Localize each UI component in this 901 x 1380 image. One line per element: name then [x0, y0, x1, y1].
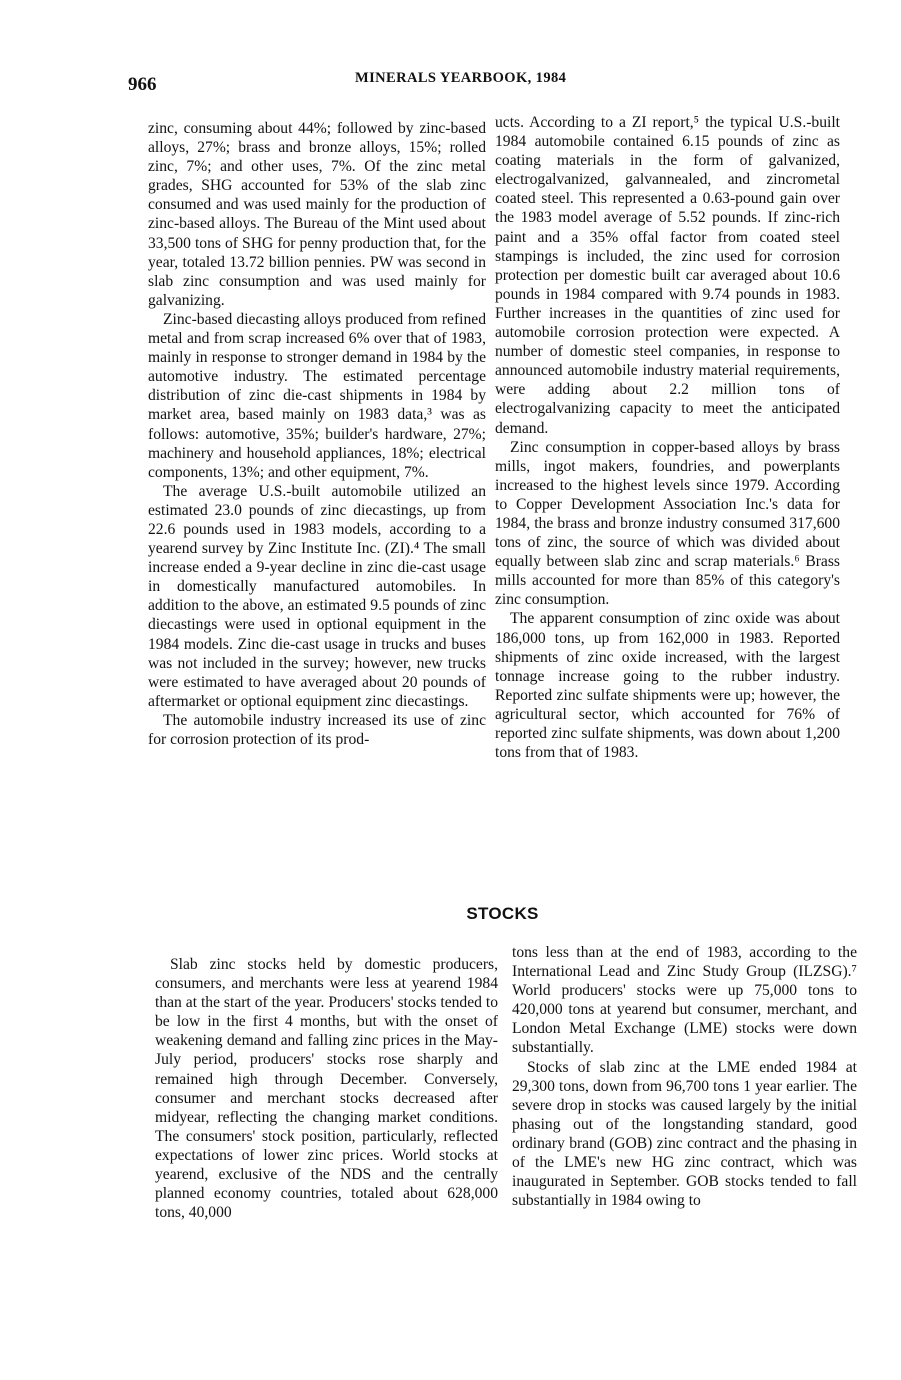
bottom-left-column	[155, 955, 498, 1222]
paragraph: Stocks of slab zinc at the LME ended 1984 at 29,300 tons, down from 96,700 tons 1 year earlier. The severe drop in stocks was caused largely by the initial phasing out of the longstanding standard, good ordinary brand (GOB) zinc contract and the phasing in of the LME's new HG zinc contract, which was inaugurated in September. GOB stocks tended to fall substantially in 1984 owing to	[512, 1058, 857, 1210]
paragraph: The apparent consumption of zinc oxide was about 186,000 tons, up from 162,000 in 1983. Reported shipments of zinc oxide increased, with the largest tonnage increase going to the rubber industry. Reported zinc sulfate shipments were up; however, the agricultural sector, which accounted for 76% of reported zinc sulfate shipments, was down about 1,200 tons from that of 1983.	[495, 610, 840, 762]
page-number: 966	[128, 74, 157, 95]
paragraph: ucts. According to a ZI report,⁵ the typical U.S.-built 1984 automobile contained 6.15 pounds of zinc as coating materials in the form of galvanized, electrogalvanized, galvannealed, and zincrometal coated steel. This represented a 0.63-pound gain over the 1983 model average of 5.52 pounds. If zinc-rich paint and a 35% offal factor from coated steel stampings is included, the zinc used for corrosion protection per domestic built car averaged about 10.6 pounds in 1984 compared with 9.74 pounds in 1983. Further increases in the quantities of zinc used for automobile corrosion protection were expected. A number of domestic steel companies, in response to announced automobile industry material requirements, were adding about 2.2 million tons of electrogalvanizing capacity to meet the anticipated demand.	[495, 114, 840, 437]
paragraph: Zinc consumption in copper-based alloys by brass mills, ingot makers, foundries, and powerplants increased to the highest levels since 1979. According to Copper Development Association Inc.'s data for 1984, the brass and bronze industry consumed 317,600 tons of zinc, the source of which was divided about equally between slab zinc and scrap materials.⁶ Brass mills accounted for more than 85% of this category's zinc consumption.	[495, 438, 840, 609]
bottom-right-column	[512, 943, 857, 1210]
paragraph: The automobile industry increased its use of zinc for corrosion protection of its prod-	[148, 711, 486, 748]
paragraph: Zinc-based diecasting alloys produced from refined metal and from scrap increased 6% over that of 1983, mainly in response to stronger demand in 1984 by the automotive industry. The estimated percentage distribution of zinc die-cast shipments in 1984 by market area, based mainly on 1983 data,³ was as follows: automotive, 35%; builder's hardware, 27%; machinery and household appliances, 18%; electrical components, 13%; and other equipment, 7%.	[148, 310, 486, 481]
top-left-column	[148, 119, 486, 749]
paragraph: tons less than at the end of 1983, according to the International Lead and Zinc Study Group (ILZSG).⁷ World producers' stocks were up 75,000 tons to 420,000 tons at yearend but consumer, merchant, and London Metal Exchange (LME) stocks were down substantially.	[512, 944, 857, 1057]
top-right-column	[495, 113, 840, 762]
paragraph: zinc, consuming about 44%; followed by zinc-based alloys, 27%; brass and bronze alloys, 15%; rolled zinc, 7%; and other uses, 7%. Of the zinc metal grades, SHG accounted for 53% of the slab zinc consumed and was used mainly for the production of zinc-based alloys. The Bureau of the Mint used about 33,500 tons of SHG for penny production that, for the year, totaled 13.72 billion pennies. PW was second in slab zinc consumption and was used mainly for galvanizing.	[148, 120, 486, 309]
section-heading: STOCKS	[466, 904, 539, 923]
running-title: MINERALS YEARBOOK, 1984	[355, 70, 567, 86]
paragraph: The average U.S.-built automobile utilized an estimated 23.0 pounds of zinc diecastings, up from 22.6 pounds used in 1983 models, according to a yearend survey by Zinc Institute Inc. (ZI).⁴ The small increase ended a 9-year decline in zinc die-cast usage in domestically manufactured automobiles. In addition to the above, an estimated 9.5 pounds of zinc diecastings were used in optional equipment in the 1984 models. Zinc die-cast usage in trucks and buses was not included in the survey; however, new trucks were estimated to have averaged about 20 pounds of aftermarket or optional equipment zinc diecastings.	[148, 482, 486, 710]
paragraph: Slab zinc stocks held by domestic producers, consumers, and merchants were less at yearend 1984 than at the start of the year. Producers' stocks tended to be low in the first 4 months, but with the onset of weakening demand and falling zinc prices in the May-July period, producers' stocks rose sharply and remained high through December. Conversely, consumer and merchant stocks decreased after midyear, reflecting the changing market conditions. The consumers' stock position, particularly, reflected expectations of lower zinc prices. World stocks at yearend, exclusive of the NDS and the centrally planned economy countries, totaled about 628,000 tons, 40,000	[155, 956, 498, 1222]
